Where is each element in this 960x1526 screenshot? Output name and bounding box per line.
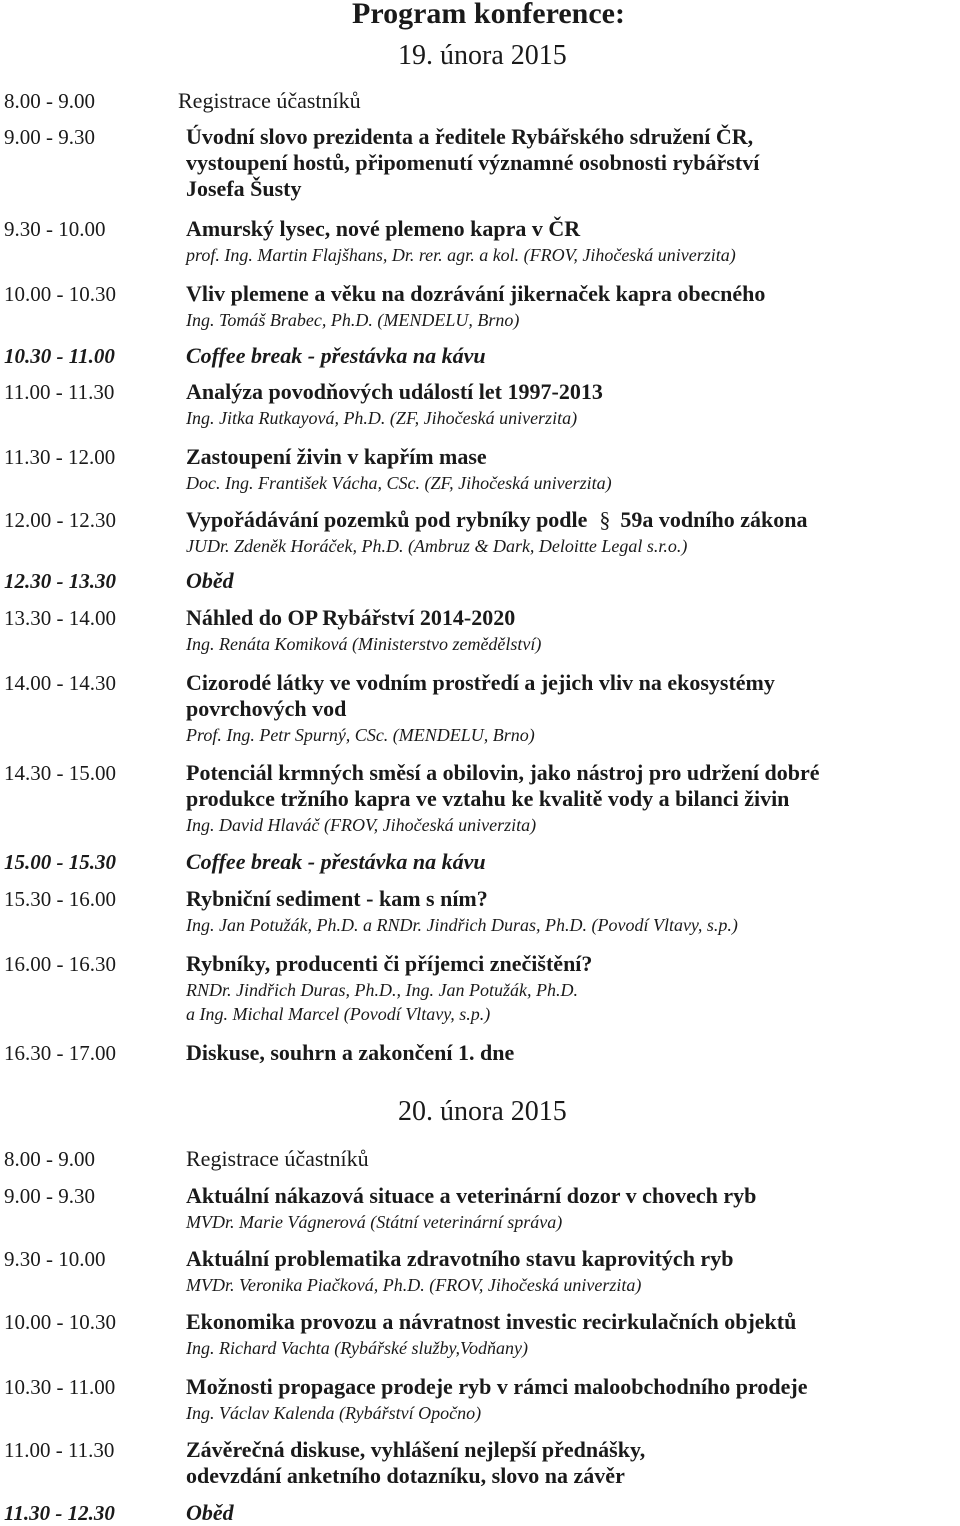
speaker-line: Ing. Richard Vachta (Rybářské služby,Vodňany) (186, 1338, 528, 1358)
time-slot: 9.00 - 9.30 (4, 125, 95, 149)
time-slot: 12.00 - 12.30 (4, 508, 116, 532)
session-title: Coffee break - přestávka na kávu (186, 343, 486, 368)
speaker-block (186, 471, 612, 495)
time-slot: 10.00 - 10.30 (4, 282, 116, 306)
session-title: Oběd (186, 568, 234, 593)
time-slot: 12.30 - 13.30 (4, 569, 116, 593)
session-title: Rybníky, producenti či příjemci znečištění? (186, 951, 593, 976)
session-content (186, 1040, 956, 1066)
speaker-line: Prof. Ing. Petr Spurný, CSc. (MENDELU, Brno) (186, 725, 535, 745)
session-title: Diskuse, souhrn a zakončení 1. dne (186, 1040, 515, 1065)
session-title: produkce tržního kapra ve vztahu ke kvalitě vody a bilanci živin (186, 786, 790, 811)
time-slot: 15.30 - 16.00 (4, 887, 116, 911)
session-title: Úvodní slovo prezidenta a ředitele Rybářského sdružení ČR, (186, 124, 754, 149)
session-title: Možnosti propagace prodeje ryb v rámci maloobchodního prodeje (186, 1374, 808, 1399)
speaker-line: Ing. Tomáš Brabec, Ph.D. (MENDELU, Brno) (186, 310, 520, 330)
speaker-line: prof. Ing. Martin Flajšhans, Dr. rer. agr. a kol. (FROV, Jihočeská univerzita) (186, 245, 736, 265)
time-slot: 10.30 - 11.00 (4, 344, 115, 368)
session-content (186, 1309, 956, 1358)
session-content (186, 1183, 956, 1232)
session-content (186, 670, 956, 745)
time-slot: 11.30 - 12.00 (4, 445, 116, 469)
speaker-block (186, 978, 578, 1026)
time-slot: 16.30 - 17.00 (4, 1041, 116, 1065)
speaker-line: MVDr. Veronika Piačková, Ph.D. (FROV, Jihočeská univerzita) (186, 1275, 642, 1295)
session-title: Coffee break - přestávka na kávu (186, 849, 486, 874)
session-title: Aktuální problematika zdravotního stavu kaprovitých ryb (186, 1246, 734, 1271)
time-slot: 16.00 - 16.30 (4, 952, 116, 976)
time-slot: 14.30 - 15.00 (4, 761, 116, 785)
speaker-block (186, 243, 736, 267)
speaker-line: Ing. Renáta Komiková (Ministerstvo zemědělství) (186, 634, 542, 654)
session-content (186, 1246, 956, 1295)
session-title: Registrace účastníků (178, 88, 361, 113)
session-content (186, 444, 956, 493)
session-content (186, 379, 956, 428)
session-title: Amurský lysec, nové plemeno kapra v ČR (186, 216, 581, 241)
time-slot: 13.30 - 14.00 (4, 606, 116, 630)
session-title: Vliv plemene a věku na dozrávání jikernaček kapra obecného (186, 281, 766, 306)
speaker-block (186, 1401, 481, 1425)
session-content (186, 1437, 956, 1489)
time-slot: 14.00 - 14.30 (4, 671, 116, 695)
session-content (186, 1374, 956, 1423)
time-slot: 11.30 - 12.30 (4, 1501, 115, 1525)
speaker-line: Ing. Jan Potužák, Ph.D. a RNDr. Jindřich Duras, Ph.D. (Povodí Vltavy, s.p.) (186, 915, 738, 935)
session-content (186, 124, 956, 202)
speaker-block (186, 913, 738, 937)
session-title: Závěrečná diskuse, vyhlášení nejlepší přednášky, (186, 1437, 646, 1462)
session-title: Registrace účastníků (186, 1146, 369, 1171)
session-title: Ekonomika provozu a návratnost investic recirkulačních objektů (186, 1309, 797, 1334)
session-content (186, 281, 956, 330)
time-slot: 9.30 - 10.00 (4, 217, 106, 241)
speaker-line: Ing. Jitka Rutkayová, Ph.D. (ZF, Jihočeská univerzita) (186, 408, 578, 428)
speaker-line: JUDr. Zdeněk Horáček, Ph.D. (Ambruz & Dark, Deloitte Legal s.r.o.) (186, 536, 688, 556)
session-title: Oběd (186, 1500, 234, 1525)
speaker-line: a Ing. Michal Marcel (Povodí Vltavy, s.p.) (186, 1004, 491, 1024)
session-title: Josefa Šusty (186, 176, 302, 201)
section-sign: § (599, 507, 611, 532)
session-title: Rybniční sediment - kam s ním? (186, 886, 488, 911)
session-content (186, 1500, 956, 1526)
session-title-part: Vypořádávání pozemků pod rybníky podle (186, 507, 588, 532)
time-slot: 9.00 - 9.30 (4, 1184, 95, 1208)
time-slot: 8.00 - 9.00 (4, 1147, 95, 1171)
speaker-line: MVDr. Marie Vágnerová (Státní veterinární správa) (186, 1212, 563, 1232)
time-slot: 8.00 - 9.00 (4, 89, 95, 113)
session-title (186, 507, 956, 533)
speaker-line: Ing. David Hlaváč (FROV, Jihočeská univerzita) (186, 815, 537, 835)
speaker-block (186, 1210, 562, 1234)
session-title: Zastoupení živin v kapřím mase (186, 444, 487, 469)
time-slot: 15.00 - 15.30 (4, 850, 116, 874)
session-title: Aktuální nákazová situace a veterinární dozor v chovech ryb (186, 1183, 757, 1208)
session-title-part: 59a vodního zákona (620, 507, 808, 532)
session-title: Potenciál krmných směsí a obilovin, jako nástroj pro udržení dobré (186, 760, 820, 785)
session-content (178, 88, 948, 114)
session-title: odevzdání anketního dotazníku, slovo na závěr (186, 1463, 625, 1488)
speaker-block (186, 632, 541, 656)
time-slot: 9.30 - 10.00 (4, 1247, 106, 1271)
session-content (186, 886, 956, 935)
session-title: Analýza povodňových událostí let 1997-2013 (186, 379, 603, 404)
program-title: Program konference: (352, 0, 625, 30)
speaker-block (186, 1273, 641, 1297)
speaker-block (186, 723, 535, 747)
session-title: povrchových vod (186, 696, 347, 721)
speaker-block (186, 406, 577, 430)
day-2-date: 20. února 2015 (398, 1096, 567, 1127)
time-slot: 10.00 - 10.30 (4, 1310, 116, 1334)
session-content (186, 605, 956, 654)
session-content (186, 507, 956, 556)
speaker-block (186, 308, 519, 332)
speaker-block (186, 1336, 528, 1360)
speaker-block (186, 534, 687, 558)
session-title: vystoupení hostů, připomenutí významné osobnosti rybářství (186, 150, 760, 175)
session-content (186, 568, 956, 594)
session-title: Náhled do OP Rybářství 2014-2020 (186, 605, 516, 630)
session-content (186, 343, 956, 369)
speaker-block (186, 813, 536, 837)
time-slot: 11.00 - 11.30 (4, 380, 115, 404)
session-content (186, 1146, 956, 1172)
session-content (186, 216, 956, 265)
speaker-line: Ing. Václav Kalenda (Rybářství Opočno) (186, 1403, 482, 1423)
time-slot: 10.30 - 11.00 (4, 1375, 116, 1399)
session-title: Cizorodé látky ve vodním prostředí a jejich vliv na ekosystémy (186, 670, 775, 695)
session-content (186, 849, 956, 875)
session-content (186, 951, 956, 1024)
speaker-line: Doc. Ing. František Vácha, CSc. (ZF, Jihočeská univerzita) (186, 473, 612, 493)
time-slot: 11.00 - 11.30 (4, 1438, 115, 1462)
speaker-line: RNDr. Jindřich Duras, Ph.D., Ing. Jan Potužák, Ph.D. (186, 980, 578, 1000)
day-1-date: 19. února 2015 (398, 40, 567, 71)
session-content (186, 760, 956, 835)
